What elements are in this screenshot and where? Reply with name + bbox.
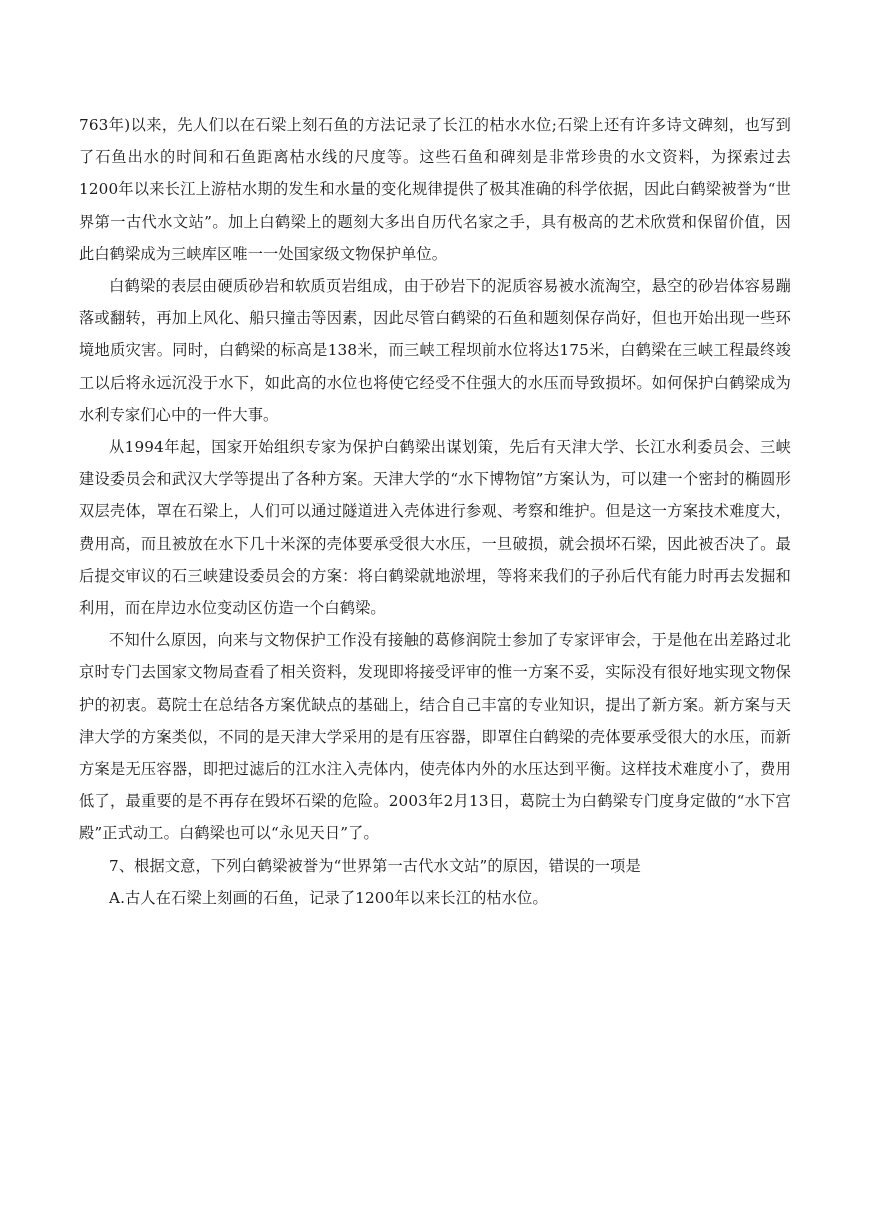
question-7: 7、根据文意，下列白鹤梁被誉为“世界第一古代水文站”的原因，错误的一项是 [109, 856, 641, 875]
document-page [79, 109, 791, 914]
paragraph-4: 不知什么原因，向来与文物保护工作没有接触的葛修润院士参加了专家评审会，于是他在出差路过北京时专门去国家文物局查看了相关资料，发现即将接受评审的惟一方案不妥，实际没有很好地实现文物保护的初衷。葛院士在总结各方案优缺点的基础上，结合自己丰富的专业知识，提出了新方案。新方案与天津大学的方案类似，不同的是天津大学采用的是有压容器，即罩住白鹤梁的壳体要承受很大的水压，而新方案是无压容器，即把过滤后的江水注入壳体内，使壳体内外的水压达到平衡。这样技术难度小了，费用低了，最重要的是不再存在毁坏石梁的危险。2003年2月13日，葛院士为白鹤梁专门度身定做的“水下宫殿”正式动工。白鹤梁也可以“永见天日”了。 [79, 631, 791, 843]
paragraph-3: 从1994年起，国家开始组织专家为保护白鹤梁出谋划策，先后有天津大学、长江水利委员会、三峡建设委员会和武汉大学等提出了各种方案。天津大学的“水下博物馆”方案认为，可以建一个密封的椭圆形双层壳体，罩在石梁上，人们可以通过隧道进入壳体进行参观、考察和维护。但是这一方案技术难度大，费用高，而且被放在水下几十米深的壳体要承受很大水压，一旦破损，就会损坏石梁，因此被否决了。最后提交审议的石三峡建设委员会的方案：将白鹤梁就地淤埋，等将来我们的子孙后代有能力时再去发掘和利用，而在岸边水位变动区仿造一个白鹤梁。 [79, 438, 791, 618]
paragraph-1: 763年)以来，先人们以在石梁上刻石鱼的方法记录了长江的枯水水位;石梁上还有许多诗文碑刻，也写到了石鱼出水的时间和石鱼距离枯水线的尺度等。这些石鱼和碑刻是非常珍贵的水文资料，为探索过去1200年以来长江上游枯水期的发生和水量的变化规律提供了极其准确的科学依据，因此白鹤梁被誉为“世界第一古代水文站”。加上白鹤梁上的题刻大多出自历代名家之手，具有极高的艺术欣赏和保留价值，因此白鹤梁成为三峡库区唯一一处国家级文物保护单位。 [79, 116, 791, 263]
paragraph-2: 白鹤梁的表层由硬质砂岩和软质页岩组成，由于砂岩下的泥质容易被水流淘空，悬空的砂岩体容易蹦落或翻转，再加上风化、船只撞击等因素，因此尽管白鹤梁的石鱼和题刻保存尚好，但也开始出现一些环境地质灾害。同时，白鹤梁的标高是138米，而三峡工程坝前水位将达175米，白鹤梁在三峡工程最终竣工以后将永远沉没于水下，如此高的水位也将使它经受不住强大的水压而导致损坏。如何保护白鹤梁成为水利专家们心中的一件大事。 [79, 277, 791, 424]
option-a: A.古人在石梁上刻画的石鱼，记录了1200年以来长江的枯水位。 [109, 888, 548, 907]
